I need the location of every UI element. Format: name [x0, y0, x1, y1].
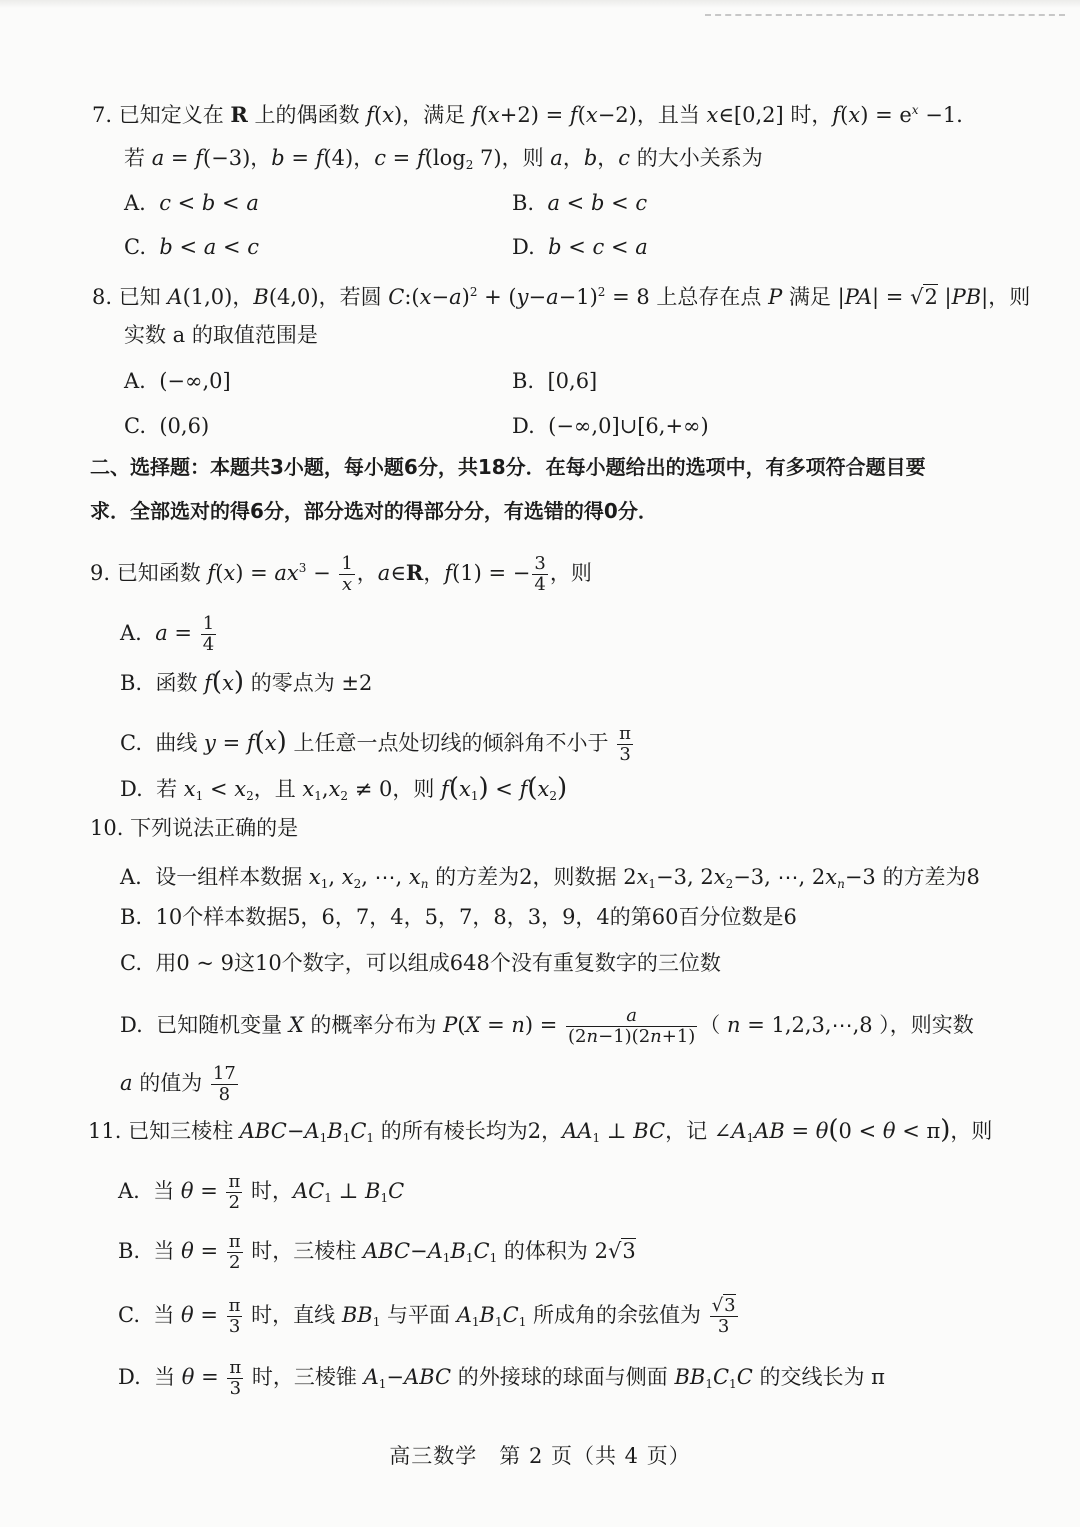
q10-option-d-cont: a 的值为 $\frac{17}{8}$	[120, 1063, 236, 1105]
q10-option-b: B. 10个样本数据5，6，7，4，5，7，8，3，9，4的第60百分位数是6	[120, 905, 797, 929]
q9-option-b: B. 函数 f(x) 的零点为 ±2	[120, 667, 373, 697]
q10-option-a: A. 设一组样本数据 $x_1$, $x_2$, ⋯, $x_n$ 的方差为2，则数据 $2x_1-3$, $2x_2-3$, ⋯, $2x_n-3$ 的方差为8	[120, 865, 980, 891]
q10-stem: 10. 下列说法正确的是	[90, 816, 299, 840]
q9-option-a: A. a = $\frac{1}{4}$	[120, 613, 215, 655]
q7-line1: 7. 已知定义在 R 上的偶函数 f(x)，满足 f(x+2) = f(x−2)，且当 x∈[0,2] 时，$f(x) = e^x -1$．	[92, 102, 978, 127]
page-footer: 高三数学 第 2 页（共 4 页）	[389, 1444, 691, 1468]
q9-option-c: C. 曲线 y = f(x) 上任意一点处切线的倾斜角不小于 $\frac{\pi}{3}$	[120, 723, 631, 765]
q9-option-d: D. 若 $x_1 < x_2$，且 $x_1,x_2 \ne 0$，则 $f(x_1) < f(x_2)$	[120, 773, 568, 803]
q11-option-b: B. 当 θ = $\frac{\pi}{2}$ 时，三棱柱 $ABC-A_1B_1C_1$ 的体积为 2√3	[118, 1231, 636, 1273]
q8-option-d: D. (−∞,0]∪[6,+∞)	[512, 414, 709, 438]
q8-line2: 实数 a 的取值范围是	[124, 323, 318, 347]
q8-option-b: B. [0,6]	[512, 369, 598, 393]
q11-option-c: C. 当 θ = $\frac{\pi}{3}$ 时，直线 $BB_1$ 与平面 $A_1B_1C_1$ 所成角的余弦值为 $\frac{√3}{3}$	[118, 1295, 736, 1337]
q8-option-a: A. (−∞,0]	[124, 369, 231, 393]
q7-option-c: C. b < a < c	[124, 235, 260, 259]
q11-number: 11.	[88, 1119, 122, 1143]
q7-number: 7.	[92, 103, 113, 127]
q9-number: 9.	[90, 561, 111, 585]
q7-line2: 若 a = f(−3)，b = f(4)，$c = f(\log_2$ 7)，则 a，b，c 的大小关系为	[124, 146, 763, 172]
q11-stem: 11. 已知三棱柱 $ABC-A_1B_1C_1$ 的所有棱长均为2，$AA_1$ ⊥ BC，记 $\angle A_1AB = \theta(0 < \theta < \pi)$，则	[88, 1115, 993, 1145]
section2-header-line2: 求．全部选对的得6分，部分选对的得部分分，有选错的得0分．	[90, 499, 658, 523]
q10-option-d: D. 已知随机变量 X 的概率分布为 P(X = n) = $\frac{a}{(2n-1)(2n+1)}$ （ n = 1,2,3,⋯,8 ），则实数	[120, 1005, 974, 1047]
q8-line1: 8. 已知 A(1,0)，B(4,0)，若圆 $C:(x-a)^2 + (y-a-1)^2 = 8$ 上总存在点 P 满足 |PA| = √2 |PB|，则	[92, 285, 1031, 309]
q10-option-c: C. 用0 ~ 9这10个数字，可以组成648个没有重复数字的三位数	[120, 951, 721, 975]
q7-option-d: D. b < c < a	[512, 235, 648, 259]
q11-option-d: D. 当 θ = $\frac{\pi}{3}$ 时，三棱锥 $A_1-ABC$ 的外接球的球面与侧面 $BB_1C_1C$ 的交线长为 π	[118, 1357, 885, 1399]
q9-stem: 9. 已知函数 $f(x) = ax^3$ − $\frac{1}{x}$ ，a∈R，f(1) = − $\frac{3}{4}$ ，则	[90, 553, 592, 595]
q10-number: 10.	[90, 816, 124, 840]
section2-header-line1: 二、选择题：本题共3小题，每小题6分，共18分．在每小题给出的选项中，有多项符合题目要	[90, 455, 926, 479]
q8-option-c: C. (0,6)	[124, 414, 210, 438]
q8-number: 8.	[92, 285, 113, 309]
dashed-rule	[705, 14, 1065, 16]
q7-option-a: A. c < b < a	[124, 191, 259, 215]
q11-option-a: A. 当 θ = $\frac{\pi}{2}$ 时，$AC_1$ ⊥ $B_1C$	[118, 1171, 405, 1213]
q7-option-b: B. a < b < c	[512, 191, 648, 215]
scan-top-edge	[0, 0, 1080, 8]
